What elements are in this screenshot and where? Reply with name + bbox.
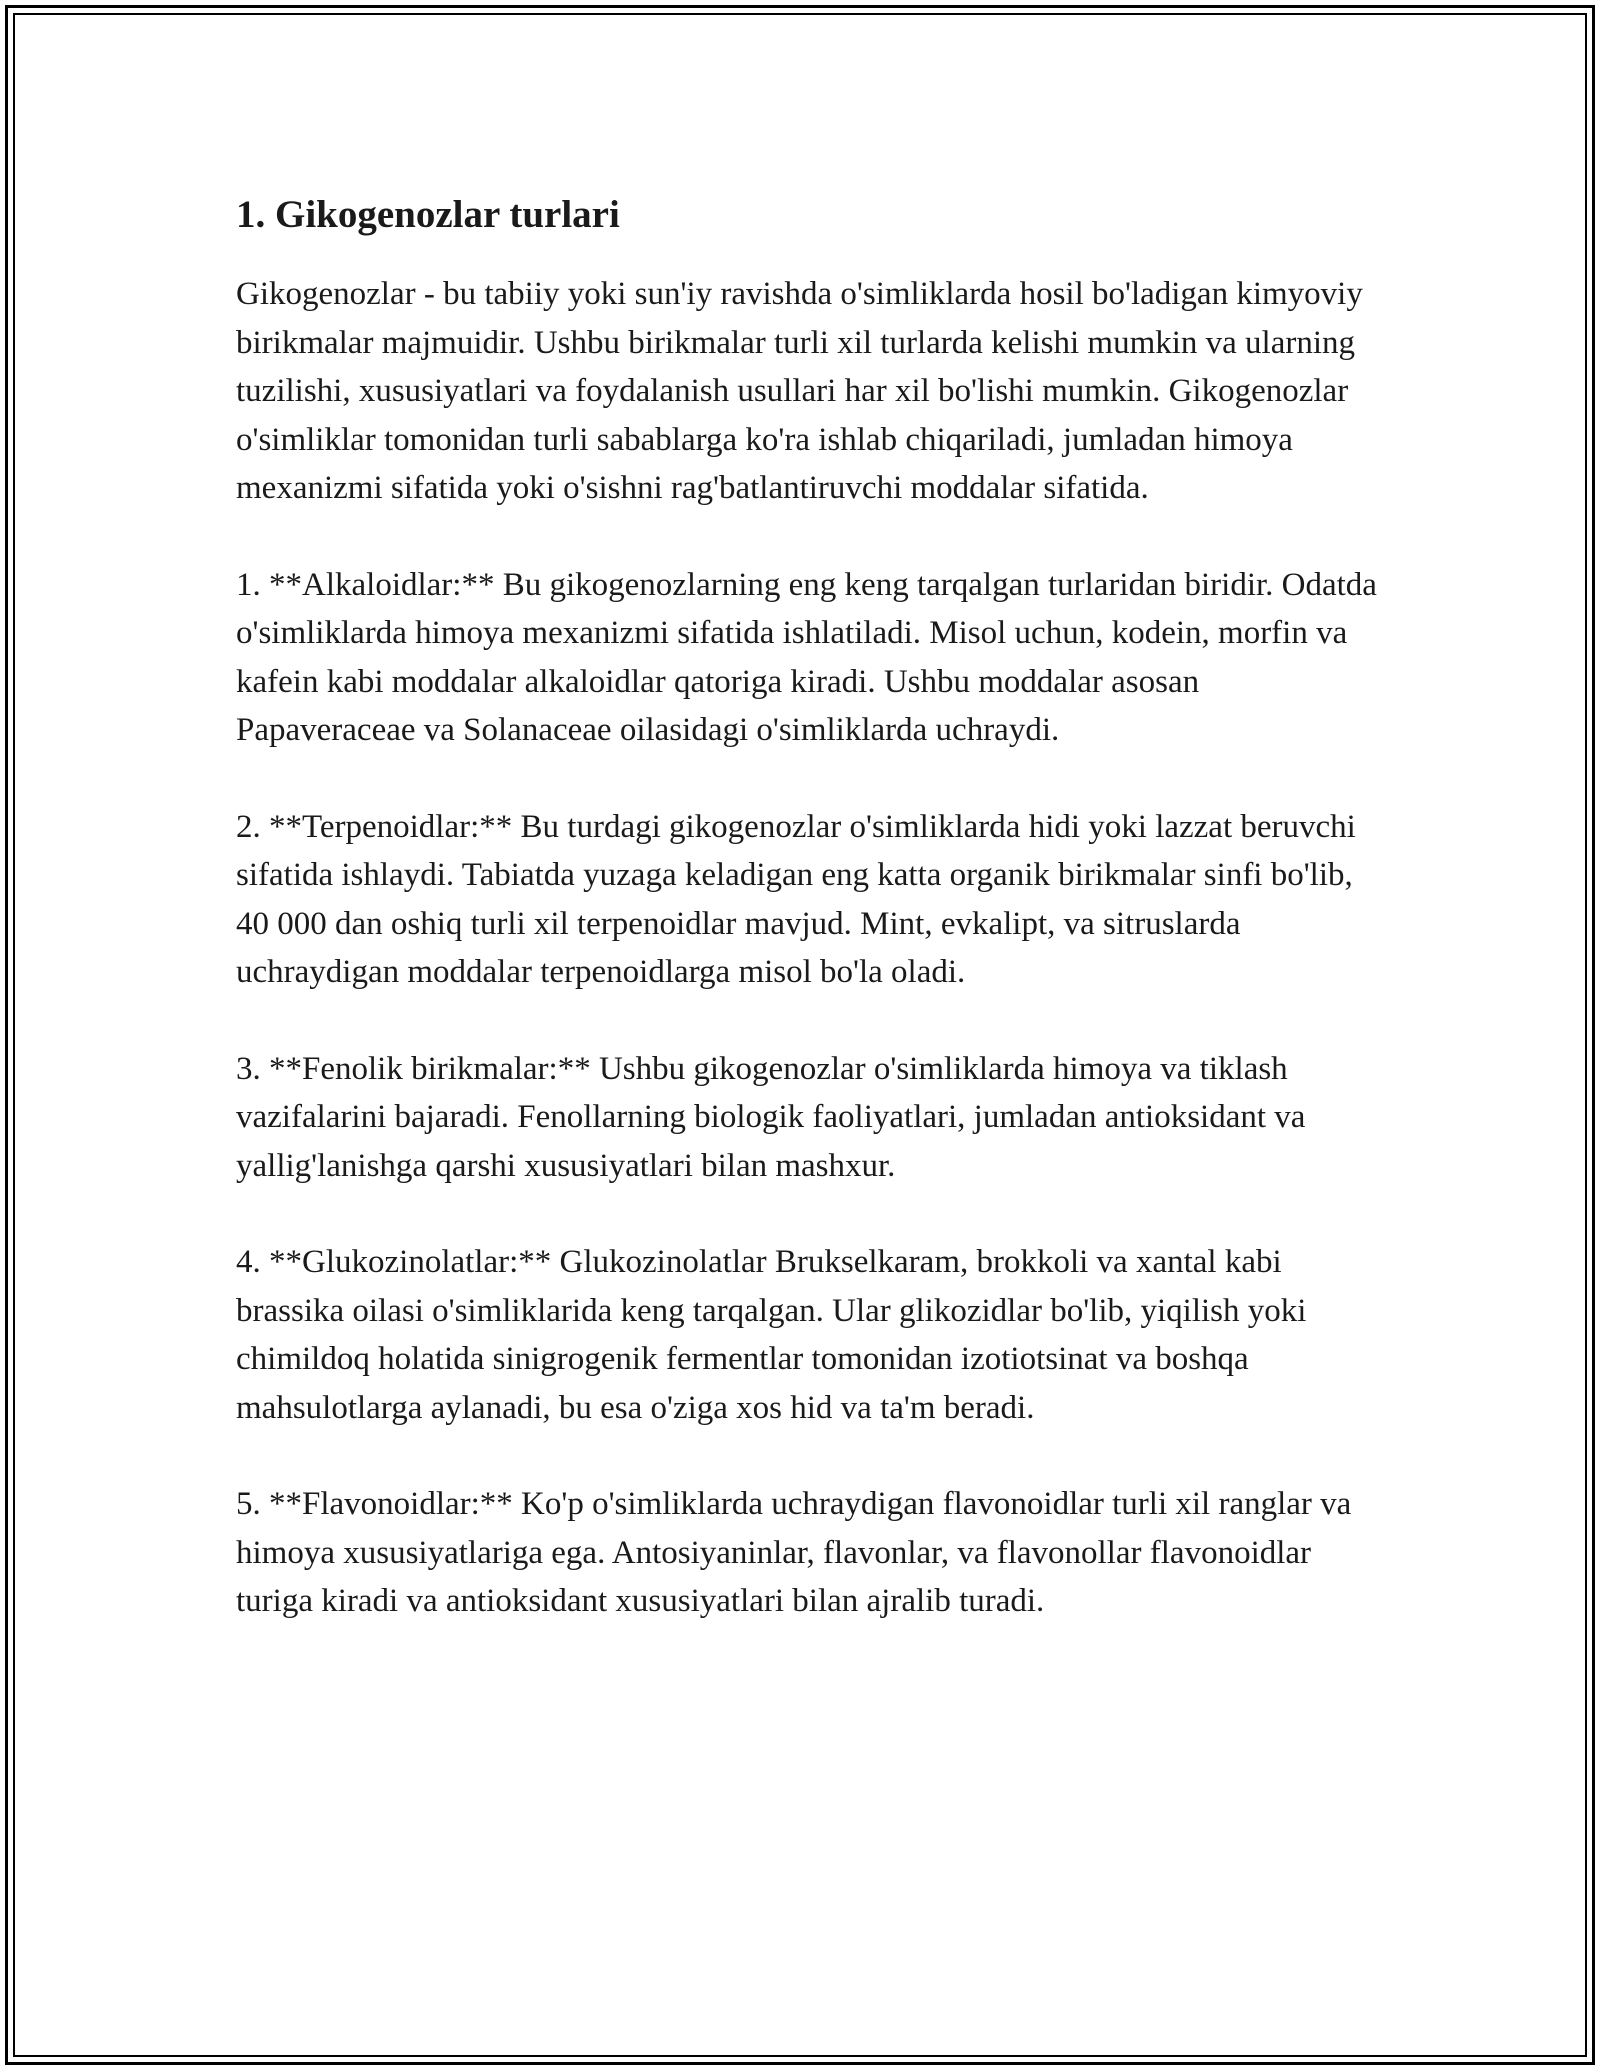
document-title: 1. Gikogenozlar turlari bbox=[236, 193, 620, 236]
list-item-terpenoidlar: 2. **Terpenoidlar:** Bu turdagi gikogenozlar o'simliklarda hidi yoki lazzat beruvchi sifatida ishlaydi. Tabiatda yuzaga keladigan eng katta organik birikmalar sinfi bo'lib, 40 000 dan oshiq turli xil terpenoidlar mavjud. Mint, evkalipt, va sitruslarda uchraydigan moddalar terpenoidlarga misol bo'la oladi. bbox=[236, 808, 1356, 990]
list-item-glukozinolatlar: 4. **Glukozinolatlar:** Glukozinolatlar Brukselkaram, brokkoli va xantal kabi brassika oilasi o'simliklarida keng tarqalgan. Ular glikozidlar bo'lib, yiqilish yoki chimildoq holatida sinigrogenik fermentlar tomonidan izotiotsinat va boshqa mahsulotlarga aylanadi, bu esa o'ziga xos hid va ta'm beradi. bbox=[236, 1244, 1307, 1426]
document-body bbox=[236, 185, 1386, 1674]
intro-paragraph: Gikogenozlar - bu tabiiy yoki sun'iy ravishda o'simliklarda hosil bo'ladigan kimyoviy birikmalar majmuidir. Ushbu birikmalar turli xil turlarda kelishi mumkin va ularning tuzilishi, xususiyatlari va foydalanish usullari har xil bo'lishi mumkin. Gikogenozlar o'simliklar tomonidan turli sabablarga ko'ra ishlab chiqariladi, jumladan himoya mexanizmi sifatida yoki o'sishni rag'batlantiruvchi moddalar sifatida. bbox=[236, 276, 1363, 506]
list-item-flavonoidlar: 5. **Flavonoidlar:** Ko'p o'simliklarda uchraydigan flavonoidlar turli xil ranglar va himoya xususiyatlariga ega. Antosiyaninlar, flavonlar, va flavonollar flavonoidlar turiga kiradi va antioksidant xususiyatlari bilan ajralib turadi. bbox=[236, 1486, 1352, 1619]
list-item-fenolik-birikmalar: 3. **Fenolik birikmalar:** Ushbu gikogenozlar o'simliklarda himoya va tiklash vazifalarini bajaradi. Fenollarning biologik faoliyatlari, jumladan antioksidant va yallig'lanishga qarshi xususiyatlari bilan mashxur. bbox=[236, 1050, 1306, 1184]
list-item-alkaloidlar: 1. **Alkaloidlar:** Bu gikogenozlarning eng keng tarqalgan turlaridan biridir. Odatda o'simliklarda himoya mexanizmi sifatida ishlatiladi. Misol uchun, kodein, morfin va kafein kabi moddalar alkaloidlar qatoriga kiradi. Ushbu moddalar asosan Papaveraceae va Solanaceae oilasidagi o'simliklarda uchraydi. bbox=[236, 566, 1377, 748]
